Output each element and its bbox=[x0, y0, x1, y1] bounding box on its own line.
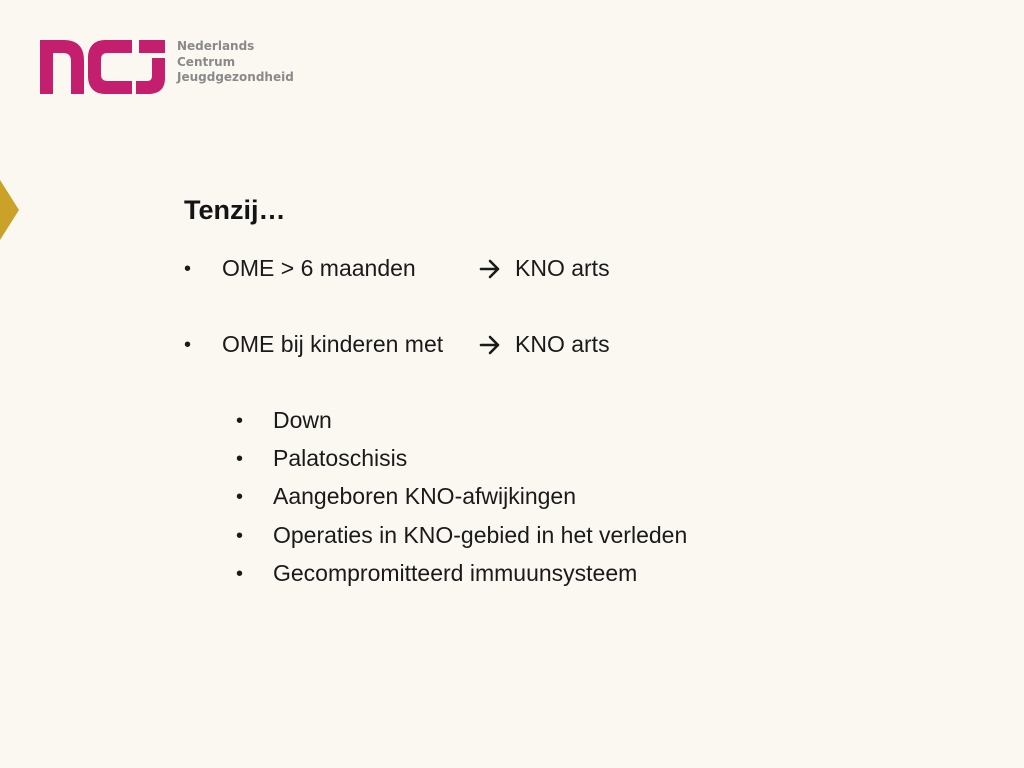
bullet-text: OME > 6 maanden bbox=[222, 255, 416, 281]
bullet-marker: • bbox=[184, 334, 192, 356]
sub-bullet-marker: • bbox=[236, 563, 244, 585]
sub-bullet-marker: • bbox=[236, 486, 244, 508]
sub-bullet-marker: • bbox=[236, 410, 244, 432]
sub-bullet-text: Aangeboren KNO-afwijkingen bbox=[273, 483, 577, 509]
logo-line-3: Jeugdgezondheid bbox=[177, 70, 294, 84]
slide-title: Tenzij… bbox=[184, 195, 286, 225]
slide-marker-triangle bbox=[0, 180, 20, 240]
sub-bullet-text: Gecompromitteerd immuunsysteem bbox=[273, 560, 638, 586]
sub-bullet-marker: • bbox=[236, 448, 244, 470]
bullet-target: KNO arts bbox=[515, 331, 610, 357]
bullet-target: KNO arts bbox=[515, 255, 610, 281]
arrow-right-icon bbox=[479, 335, 501, 355]
ncj-logo-mark bbox=[40, 38, 168, 96]
sub-bullet-text: Operaties in KNO-gebied in het verleden bbox=[273, 522, 688, 548]
sub-bullet-marker: • bbox=[236, 525, 244, 547]
arrow-right-icon bbox=[479, 259, 501, 279]
logo-line-2: Centrum bbox=[177, 54, 236, 69]
logo-line-1: Nederlands bbox=[177, 39, 255, 53]
ncj-logo bbox=[40, 38, 300, 100]
bullet-marker: • bbox=[184, 258, 192, 280]
logo-wordmark bbox=[177, 39, 294, 86]
sub-bullet-text: Down bbox=[273, 407, 332, 433]
bullet-text: OME bij kinderen met bbox=[222, 331, 444, 357]
sub-bullet-text: Palatoschisis bbox=[273, 445, 408, 471]
